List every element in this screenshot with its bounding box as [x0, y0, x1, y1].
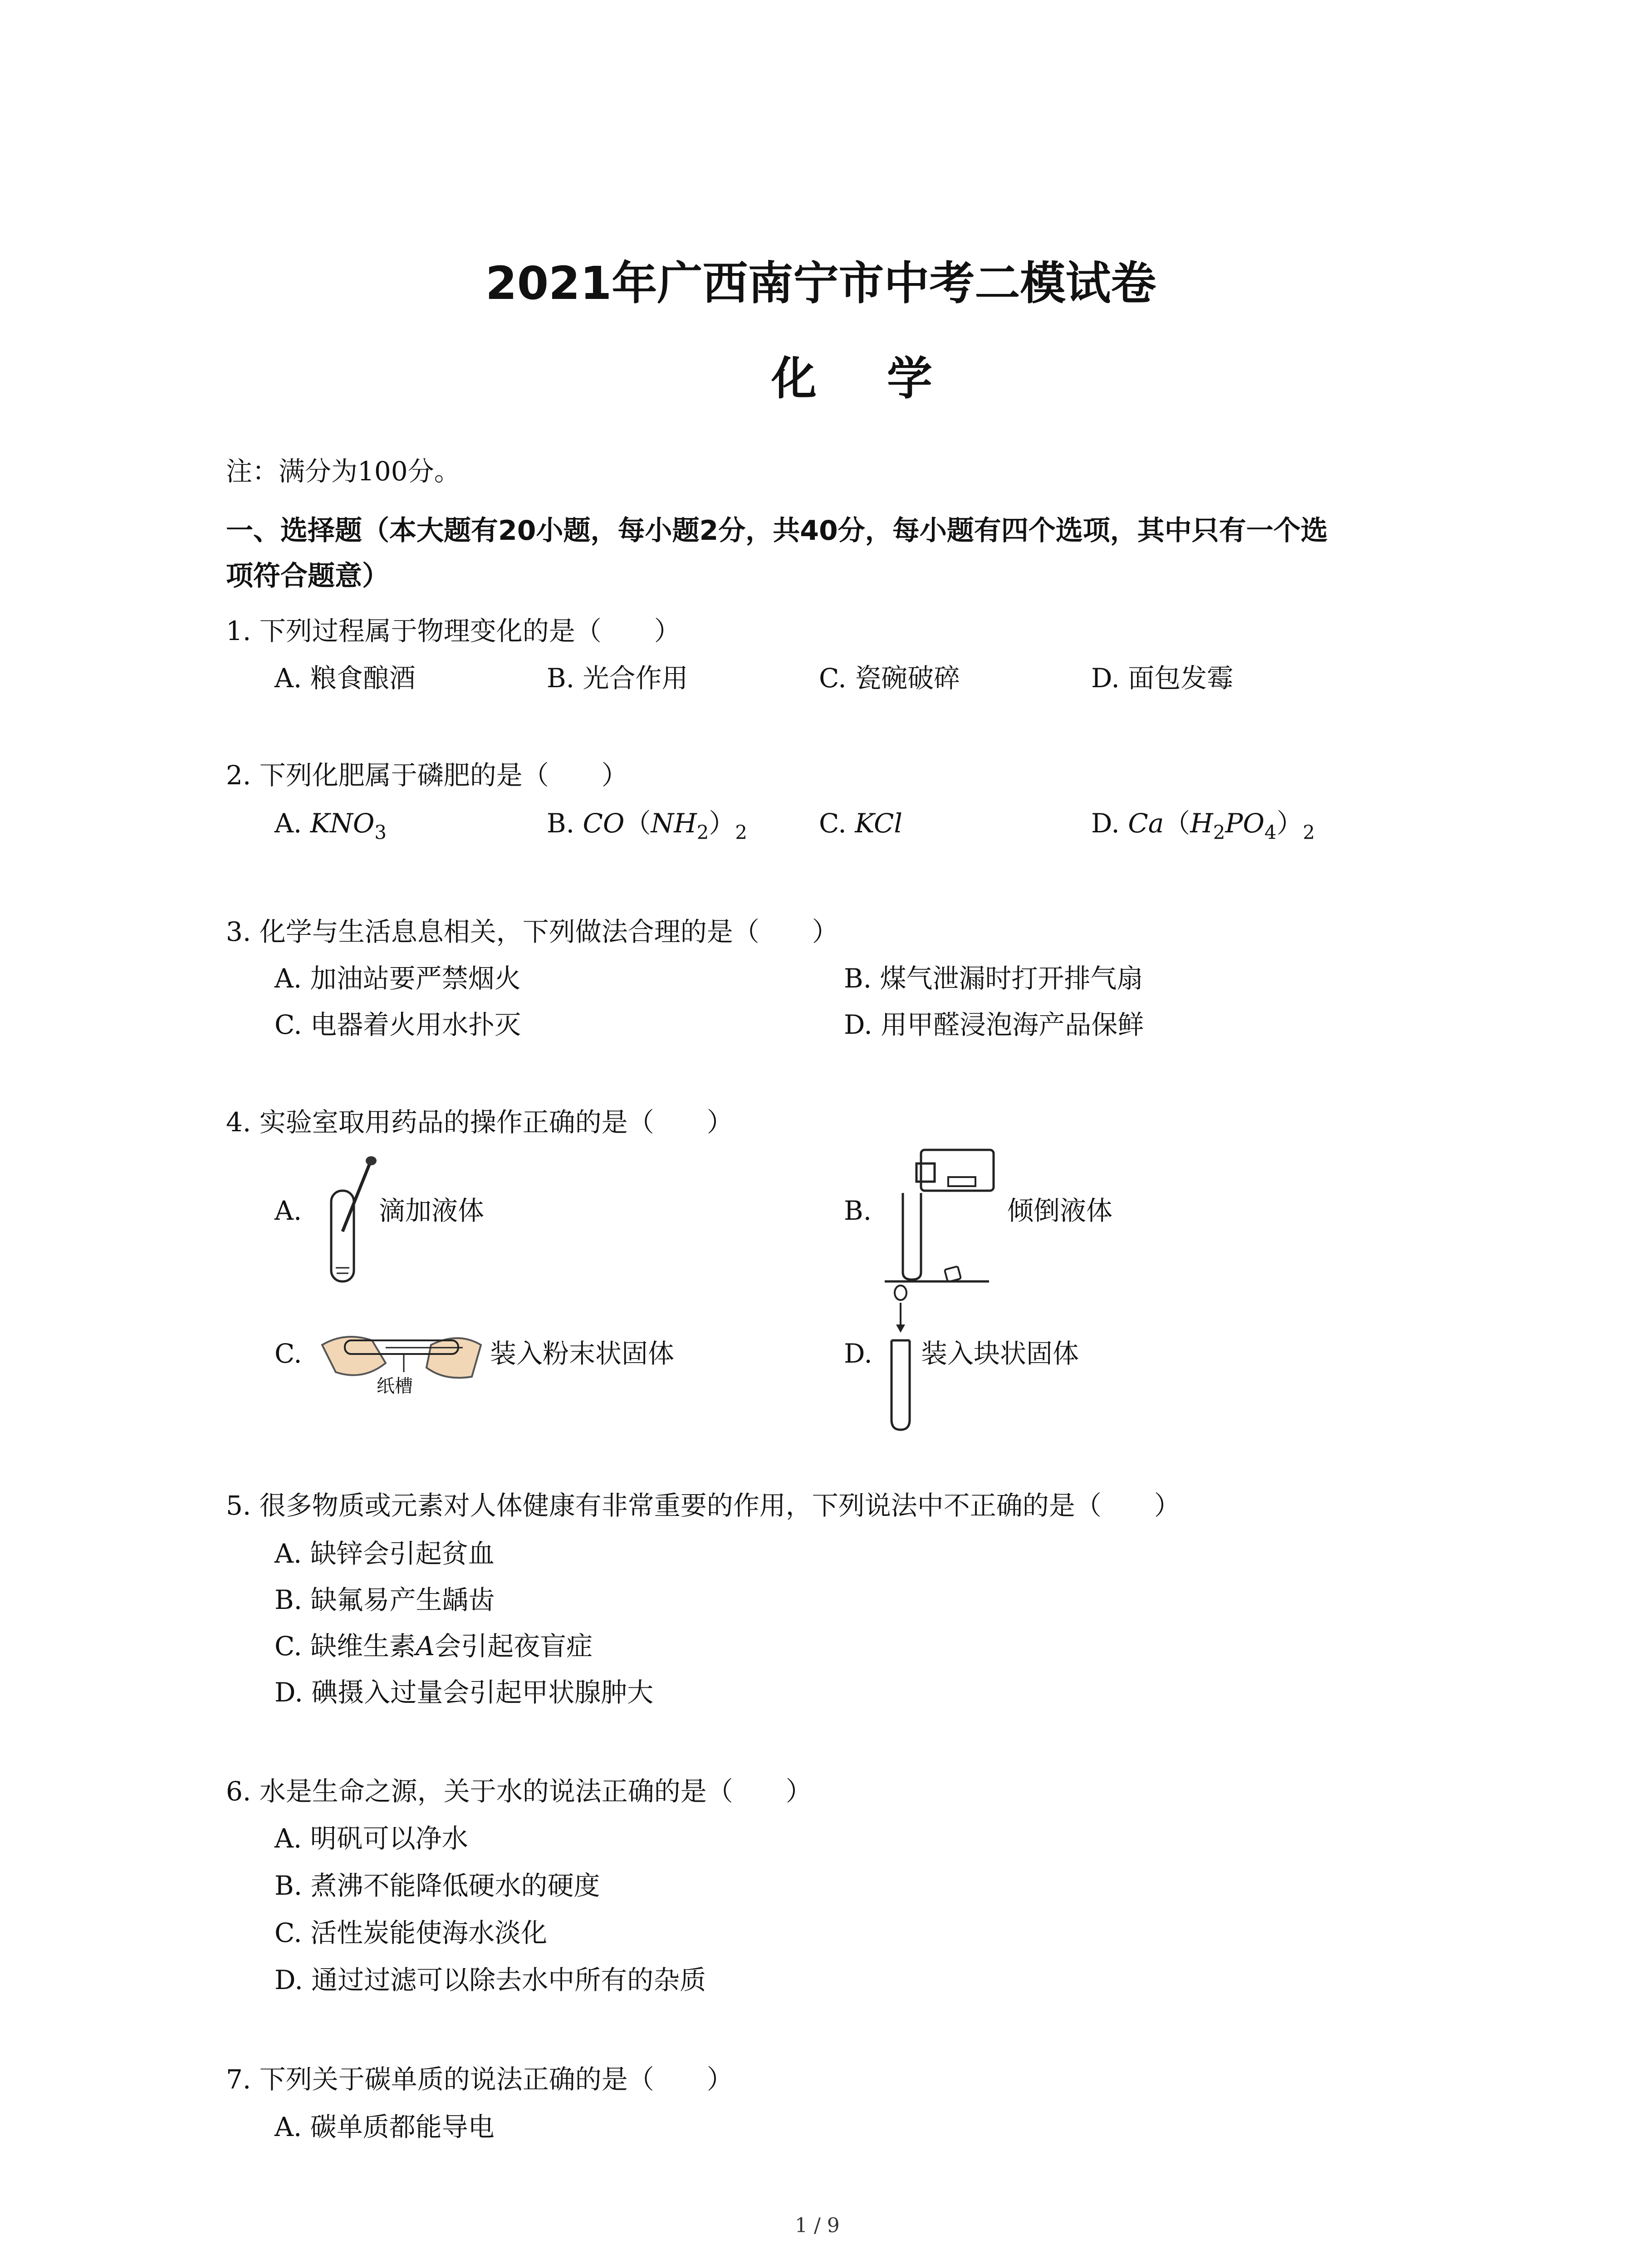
subject-title: 化 学 [771, 352, 960, 405]
q1-option-d: D. 面包发霉 [1091, 663, 1234, 694]
q5-option-a: A. 缺锌会引起贫血 [274, 1538, 495, 1569]
page-number: 1 / 9 [795, 2214, 840, 2237]
q4-stem: 4. 实验室取用药品的操作正确的是（ ） [226, 1107, 733, 1138]
q2-d-paren-close: ） [1276, 808, 1303, 839]
q6-stem: 6. 水是生命之源，关于水的说法正确的是（ ） [226, 1776, 812, 1807]
q2-d-sub-po: 4 [1264, 821, 1277, 844]
q2-d-paren-open: （ [1164, 808, 1190, 839]
q2-d-h: H [1190, 808, 1213, 839]
q2-b-formula: CO [583, 808, 625, 839]
q2-d-sub-outer: 2 [1303, 821, 1315, 844]
q6-option-b: B. 煮沸不能降低硬水的硬度 [274, 1870, 600, 1901]
q5-option-b: B. 缺氟易产生龋齿 [274, 1584, 495, 1615]
q2-b-paren-close: ） [709, 808, 735, 839]
q2-option-b [547, 808, 747, 844]
q2-d-label: D. [1091, 808, 1120, 839]
page-title: 2021年广西南宁市中考二模试卷 [485, 257, 1156, 310]
q7-stem: 7. 下列关于碳单质的说法正确的是（ ） [226, 2064, 733, 2095]
q4-option-b-text: 倾倒液体 [1007, 1195, 1113, 1226]
q5-c-vitamin: A [416, 1631, 435, 1662]
q2-b-sub-inner: 2 [696, 821, 709, 844]
q2-d-sub-h: 2 [1213, 821, 1225, 844]
section-heading-cont: 项符合题意） [226, 560, 389, 592]
pouring-liquid-figure [885, 1145, 998, 1290]
q2-stem: 2. 下列化肥属于磷肥的是（ ） [226, 760, 628, 791]
q1-stem: 1. 下列过程属于物理变化的是（ ） [226, 616, 681, 646]
q5-c-part1: C. 缺维生素 [274, 1631, 416, 1662]
q2-c-formula: KCl [855, 808, 902, 839]
score-note: 注：满分为100分。 [226, 456, 460, 487]
q2-a-formula: KNO [310, 808, 375, 839]
q4-option-d-label: D. [844, 1338, 872, 1369]
paper-trough-label: 纸槽 [377, 1376, 413, 1397]
q6-option-a: A. 明矾可以净水 [274, 1823, 468, 1854]
q3-option-c: C. 电器着火用水扑灭 [274, 1009, 521, 1040]
q2-b-sub-outer: 2 [735, 821, 747, 844]
q3-stem: 3. 化学与生活息息相关，下列做法合理的是（ ） [226, 916, 838, 947]
q6-option-c: C. 活性炭能使海水淡化 [274, 1917, 548, 1948]
q2-option-a [274, 808, 387, 844]
q3-option-b: B. 煤气泄漏时打开排气扇 [844, 963, 1143, 994]
q3-option-a: A. 加油站要严禁烟火 [274, 963, 521, 994]
section-heading: 一、选择题（本大题有20小题，每小题2分，共40分，每小题有四个选项，其中只有一个选 [226, 515, 1328, 547]
q3-option-d: D. 用甲醛浸泡海产品保鲜 [844, 1009, 1144, 1040]
dropper-test-tube-figure [318, 1154, 381, 1290]
q5-option-d: D. 碘摄入过量会引起甲状腺肿大 [274, 1677, 654, 1708]
q4-option-c-label: C. [274, 1338, 302, 1369]
q1-option-b: B. 光合作用 [547, 663, 688, 694]
solid-block-test-tube-figure [882, 1284, 923, 1433]
q2-a-sub: 3 [374, 821, 387, 844]
q4-option-a-text: 滴加液体 [379, 1195, 485, 1226]
q2-c-label: C. [819, 808, 847, 839]
q2-option-d [1091, 808, 1315, 844]
q2-option-c [819, 808, 902, 839]
q5-c-part2: 会引起夜盲症 [435, 1631, 593, 1662]
q2-d-formula: Ca [1128, 808, 1164, 839]
q1-option-a: A. 粮食酿酒 [274, 663, 416, 694]
q4-option-a-label: A. [274, 1195, 302, 1226]
q4-option-d-text: 装入块状固体 [921, 1338, 1079, 1369]
q4-option-c-text: 装入粉末状固体 [490, 1338, 675, 1369]
q2-d-po: PO [1225, 808, 1265, 839]
q2-a-label: A. [274, 808, 302, 839]
q6-option-d: D. 通过过滤可以除去水中所有的杂质 [274, 1965, 706, 1995]
q2-b-label: B. [547, 808, 575, 839]
q7-option-a: A. 碳单质都能导电 [274, 2112, 495, 2142]
q2-b-group: NH [651, 808, 697, 839]
q2-b-paren-open: （ [624, 808, 651, 839]
q5-stem: 5. 很多物质或元素对人体健康有非常重要的作用，下列说法中不正确的是（ ） [226, 1490, 1181, 1521]
q1-option-c: C. 瓷碗破碎 [819, 663, 960, 694]
q5-option-c [274, 1631, 593, 1662]
q4-option-b-label: B. [844, 1195, 872, 1226]
